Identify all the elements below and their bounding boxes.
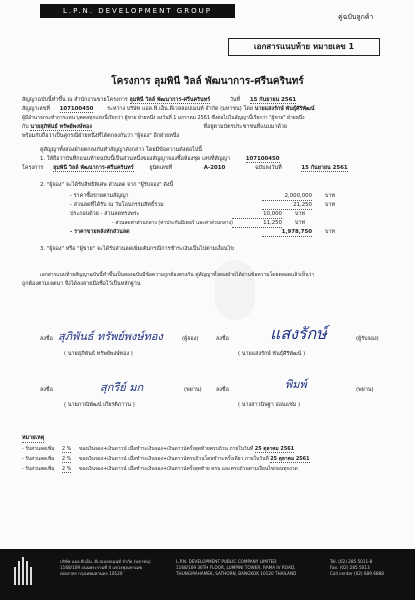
section-1-date: 15 กันยายน 2561 (301, 165, 348, 171)
intro-between: ระหว่าง บริษัท แอล.พี.เอ็น.ดีเวลลอปเมนท์ จำกัด (มหาชน) โดย (107, 106, 254, 112)
intro-line-3: ผู้มีอำนาจกระทำการแทน บุคคลทุกแห่งนี้เรียกว่า ผู้ขาย ฝ่ายหนึ่ง ลงวันที่ 1 มกราคม 2561 ซึ่งต่อไปในสัญญานี้เรียกว่า "ผู้ขาย" ฝ่ายหนึ่ง (22, 115, 305, 121)
note-prefix: - รับส่วนลดเพิ่ม (22, 446, 55, 452)
seller-signature-label: ลงชื่อ (216, 336, 229, 342)
note-percent: 2 % (61, 446, 72, 452)
section-1-text: 1. ให้ถือว่าบันทึกแนบท้ายฉบับนี้เป็นส่วนหนึ่งของสัญญาจองซื้อห้องชุด เลขที่สัญญา (40, 156, 231, 162)
net-price-label: - ราคาขายหลังหักส่วนลด (70, 229, 130, 235)
company-banner: L.P.N. DEVELOPMENT GROUP (40, 4, 235, 18)
witness-1-printed-name: ( นายภาณิพัฒน์ เกียรติภาวน ) (64, 402, 135, 408)
footer-company-en-3: THUNGMAHAMEK, SATHORN, BANGKOK 10120 THAILAND (176, 571, 297, 576)
intro-prefix: สัญญาฉบับนี้ทำขึ้น ณ สำนักงานขายโครงการ (22, 97, 128, 103)
buyer-signature: สุภิพันธ์ ทรัพย์พงษ์ทอง (58, 330, 163, 343)
footer (0, 549, 415, 600)
project-title: โครงการ ลุมพินี วิลล์ พัฒนาการ-ศรีนครินทร์ (111, 76, 304, 87)
buyer-address: ที่อยู่ตามบัตรประชาชนที่แนบมาด้วย (203, 124, 288, 130)
seller-rep: นายแสงรักษ์ พันธุ์ศิริพัฒน์ (254, 106, 315, 112)
unit-label: ยูนิตเลขที่ (149, 165, 173, 171)
intro-line-4 (22, 124, 287, 131)
seller-role: (ผู้รับจอง) (356, 336, 379, 342)
note-percent: 2 % (61, 466, 72, 472)
discount-total-unit: บาท (325, 202, 336, 208)
witness-2-label: ลงชื่อ (216, 387, 229, 393)
contract-no: 107100450 (59, 106, 94, 112)
note-text: ของเงินจอง+เงินดาวน์ เมื่อชำระเงินจอง+เงินดาวน์ครบถ้วนโดยชำระครั้งเดียว ภายในวันที่ (78, 456, 269, 462)
footer-company-th-1: บริษัท แอล.พี.เอ็น. ดีเวลลอปเมนท์ จำกัด (มหาชน) (60, 559, 151, 564)
note-date: 25 ตุลาคม 2561 (254, 446, 295, 452)
intro-project: ลุมพินี วิลล์ พัฒนาการ-ศรีนครินทร์ (129, 97, 211, 103)
discount-2-value: 11,250 (232, 220, 282, 228)
document-number-box: เอกสารแนบท้าย หมายเลข 1 (228, 38, 380, 56)
note-text: ของเงินจอง+เงินดาวน์ เมื่อชำระเงินจอง+เงินดาวน์ครั้งสุดท้าย ครบ และครบถ้วนตามเงื่อนไขก่อนทุกงวด (78, 466, 298, 472)
discount-1-value: 10,000 (232, 211, 282, 219)
seller-signature: แสงรักษ์ (270, 324, 327, 343)
intro-line-2 (22, 106, 315, 113)
closing-line-2: ถูกต้องตามเจตนา จึงได้ลงลายมือชื่อไว้เป็นหลักฐาน (22, 281, 141, 287)
footer-tel: Tel. (02) 285 5011-8 (330, 559, 373, 564)
seller-printed-name: ( นายแสงรักษ์ พันธุ์ศิริพัฒน์ ) (238, 351, 306, 357)
date-label: ฉบับลงวันที่ (254, 165, 282, 171)
price-label: - ราคาซื้อขายตามสัญญา (70, 193, 129, 199)
buyer-role: (ผู้จอง) (182, 336, 199, 342)
witness-1-signature: สุกรีย์ มก (100, 381, 144, 394)
section-1-project: ลุมพินี วิลล์ พัฒนาการ-ศรีนครินทร์ (52, 165, 134, 171)
net-price-value: 1,978,750 (262, 229, 312, 237)
lpn-logo-icon (12, 555, 34, 589)
closing-line-1: เอกสารแนบท้ายสัญญาฉบับนี้ทำขึ้นเป็นสองฉบับมีข้อความถูกต้องตรงกัน คู่สัญญาทั้งสองฝ่ายได้อ่านข้อความโดยตลอดแล้วเห็นว่า (40, 272, 315, 278)
discount-total-value: 21,250 (262, 202, 312, 210)
buyer-printed-name: ( นายสุภิพันธ์ ทรัพย์พงษ์ทอง ) (64, 351, 133, 357)
note-prefix: - รับส่วนลดเพิ่ม (22, 456, 55, 462)
discount-1-unit: บาท (295, 211, 306, 217)
buyer-name: นายสุภิพันธ์ ทรัพย์พงษ์ทอง (30, 124, 92, 130)
project-label: โครงการ (22, 165, 44, 171)
section-3-text: 3. "ผู้จอง" หรือ "ผู้ขาย" จะได้รับส่วนลดเพิ่มเติมกรณีการชำระเงินเป็นไปตามเงื่อนไข (40, 246, 234, 252)
witness-2-signature: พิมพ์ (285, 378, 307, 391)
contract-no-label: สัญญาเลขที่ (22, 106, 50, 112)
witness-1-label: ลงชื่อ (40, 387, 53, 393)
note-line (22, 446, 294, 453)
discount-2-label: - ส่วนลดค่าส่วนกลาง (ค่าประกันมิเตอร์ และค่าส่วนกลาง) (112, 220, 233, 226)
witness-1-role: (พยาน) (184, 387, 202, 393)
intro-date: 15 กันยายน 2561 (249, 97, 297, 103)
note-percent: 2 % (61, 456, 72, 462)
price-unit: บาท (325, 193, 336, 199)
section-1-contract-no: 107100450 (245, 156, 280, 162)
footer-company-en-2: 1168/109 36TH FLOOR, LUMPINI TOWER, RAMA IV ROAD, (176, 565, 296, 570)
intro-line-5: พร้อมกับถือว่าเป็นคู่กรณีฝ่ายหนึ่งที่ได้ตกลงกันว่า "ผู้จอง" อีกฝ่ายหนึ่ง (22, 133, 180, 139)
note-prefix: - รับส่วนลดเพิ่ม (22, 466, 55, 472)
witness-2-role: (พยาน) (356, 387, 374, 393)
unit-no: A-2010 (203, 165, 226, 171)
note-line (22, 466, 298, 473)
price-value: 2,000,000 (262, 193, 312, 201)
agree-text: คู่สัญญาทั้งสองฝ่ายตกลงกันทำสัญญาดังกล่าว โดยมีข้อความดังต่อไปนี้ (40, 147, 202, 153)
section-1-line (40, 156, 280, 163)
discount-1-label: ประกอบด้วย - ส่วนลดทรงพระ (70, 211, 140, 217)
intro-day-label: วันที่ (229, 97, 241, 103)
discount-total-label: - ส่วนลดที่ได้รับ ณ วันโอนกรรมสิทธิ์รวม (70, 202, 164, 208)
signature-label: ลงชื่อ (40, 336, 53, 342)
net-price-unit: บาท (325, 229, 336, 235)
section-1-unit-line (22, 165, 348, 172)
copy-label: คู่ฉบับลูกค้า (338, 13, 374, 21)
discount-2-unit: บาท (295, 220, 306, 226)
section-2-text: 2. "ผู้จอง" จะได้รับสิทธิพิเศษ ส่วนลด จาก "ผู้รับจอง" ดังนี้ (40, 182, 174, 188)
footer-company-th-2: 1168/109 ถนนพระรามที่ 4 แขวงทุ่งมหาเมฆ (60, 565, 143, 570)
footer-company-en-1: L.P.N. DEVELOPMENT PUBLIC COMPANY LIMITED (176, 559, 277, 564)
footer-company-th-3: เขตสาทร กรุงเทพมหานคร 10120 (60, 571, 123, 576)
note-text: ของเงินจอง+เงินดาวน์ เมื่อชำระเงินจอง+เงินดาวน์ครั้งสุดท้ายครบถ้วน ภายในวันที่ (78, 446, 254, 452)
note-line (22, 456, 310, 463)
buyer-prefix: กับ (22, 124, 29, 130)
witness-2-printed-name: ( นางสาวนิษฐา อ่อนแช่ม ) (238, 402, 301, 408)
notes-title: หมายเหตุ (22, 435, 45, 441)
note-date: 25 ตุลาคม 2561 (270, 456, 310, 462)
intro-line-1 (22, 97, 296, 104)
footer-fax: Fax. (02) 285 5013 (330, 565, 370, 570)
footer-call-center: Call center (02) 689 6888 (330, 571, 384, 576)
watermark (215, 260, 255, 320)
